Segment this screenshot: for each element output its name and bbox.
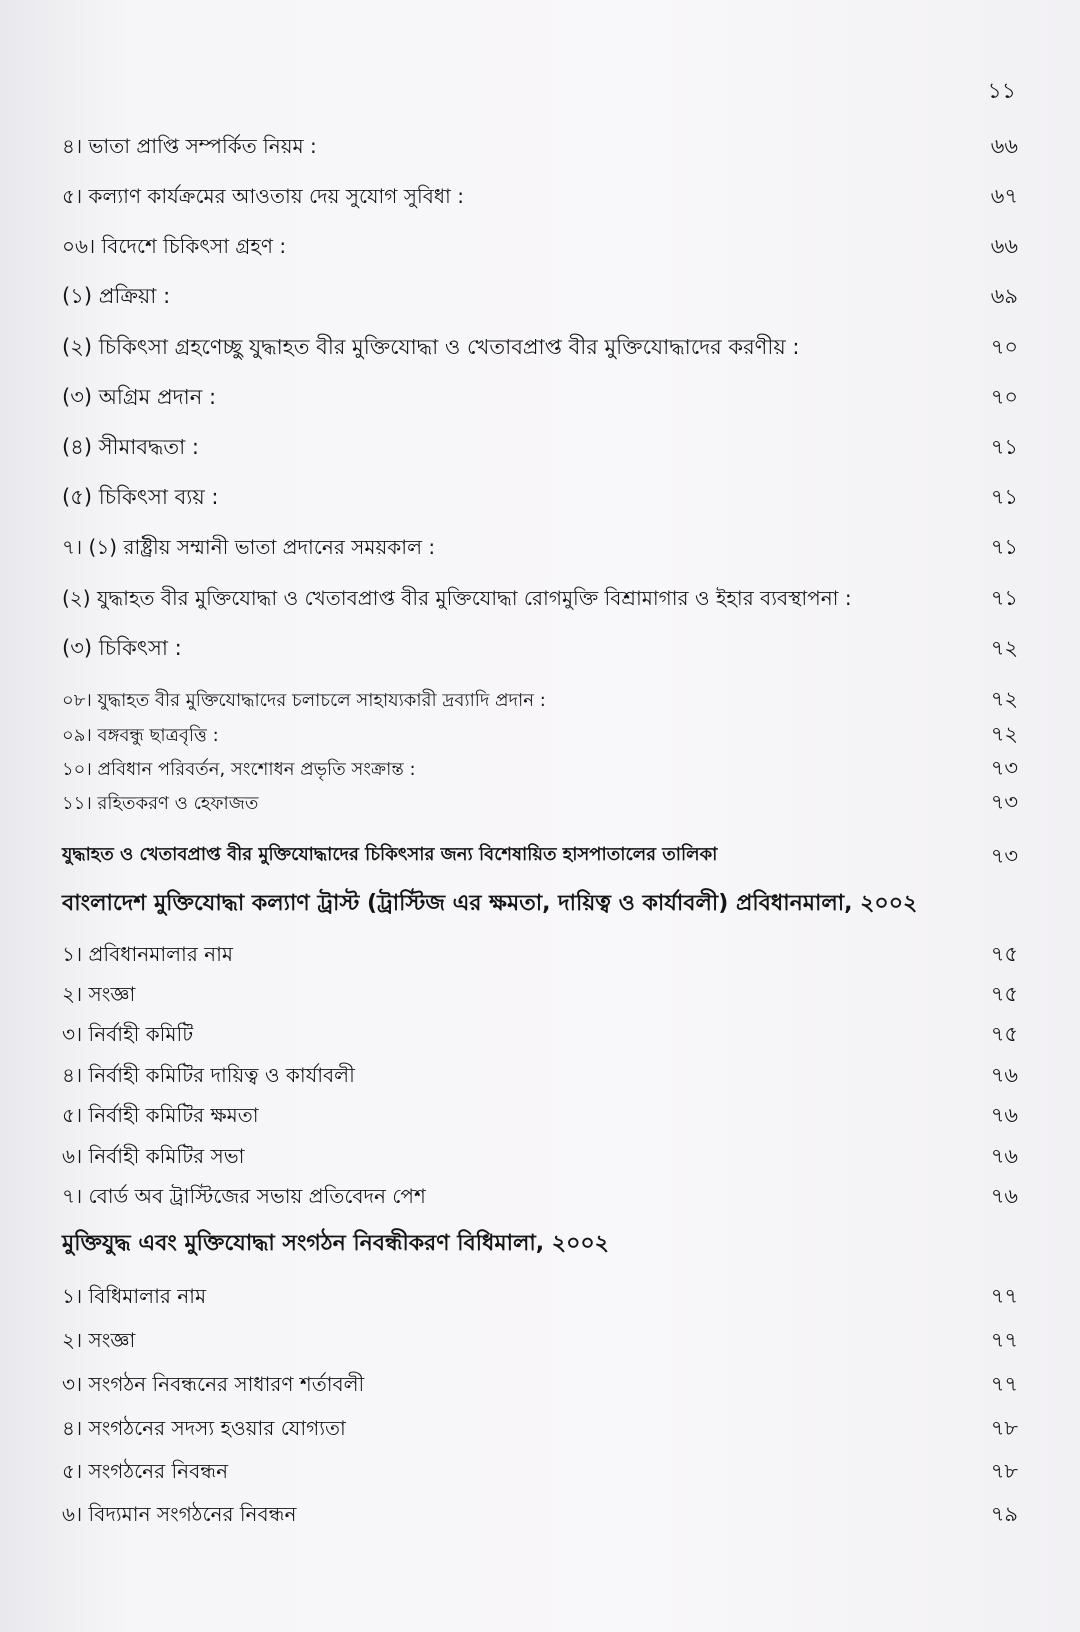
toc-entry: ৫। নির্বাহী কমিটির ক্ষমতা ৭৬ bbox=[62, 1103, 1018, 1127]
toc-entry: (১) প্রক্রিয়া : ৬৯ bbox=[62, 284, 1018, 308]
toc-entry: ৩। সংগঠন নিবন্ধনের সাধারণ শর্তাবলী ৭৭ bbox=[62, 1372, 1018, 1396]
toc-entry: (৩) চিকিৎসা : ৭২ bbox=[62, 636, 1018, 660]
toc-entry: ৬। নির্বাহী কমিটির সভা ৭৬ bbox=[62, 1144, 1018, 1168]
toc-entry: ০৬। বিদেশে চিকিৎসা গ্রহণ : ৬৬ bbox=[62, 234, 1018, 258]
section-heading-hospital-list: যুদ্ধাহত ও খেতাবপ্রাপ্ত বীর মুক্তিযোদ্ধাদের চিকিৎসার জন্য বিশেষায়িত হাসপাতালের তালিকা ৭৩ bbox=[62, 844, 1018, 868]
toc-entry: ৪। সংগঠনের সদস্য হওয়ার যোগ্যতা ৭৮ bbox=[62, 1416, 1018, 1440]
toc-entry: ৬। বিদ্যমান সংগঠনের নিবন্ধন ৭৯ bbox=[62, 1502, 1018, 1526]
toc-entry: ৪। নির্বাহী কমিটির দায়িত্ব ও কার্যাবলী ৭৬ bbox=[62, 1063, 1018, 1087]
toc-entry: ৪। ভাতা প্রাপ্তি সম্পর্কিত নিয়ম : ৬৬ bbox=[62, 134, 1018, 158]
toc-entry: (২) চিকিৎসা গ্রহণেচ্ছু যুদ্ধাহত বীর মুক্তিযোদ্ধা ও খেতাবপ্রাপ্ত বীর মুক্তিযোদ্ধাদের করণীয় : ৭০ bbox=[62, 335, 1018, 359]
toc-entry: (৪) সীমাবদ্ধতা : ৭১ bbox=[62, 435, 1018, 459]
toc-entry: ২। সংজ্ঞা ৭৫ bbox=[62, 982, 1018, 1006]
toc-entry: ৫। কল্যাণ কার্যক্রমের আওতায় দেয় সুযোগ সুবিধা : ৬৭ bbox=[62, 184, 1018, 208]
toc-entry: ৭। বোর্ড অব ট্রাস্টিজের সভায় প্রতিবেদন পেশ ৭৬ bbox=[62, 1184, 1018, 1208]
section-heading-trust-regulations: বাংলাদেশ মুক্তিযোদ্ধা কল্যাণ ট্রাস্ট (ট্রাস্টিজ এর ক্ষমতা, দায়িত্ব ও কার্যাবলী) প্রবিধানমালা, ২০০২ bbox=[62, 891, 918, 916]
toc-entry: (২) যুদ্ধাহত বীর মুক্তিযোদ্ধা ও খেতাবপ্রাপ্ত বীর মুক্তিযোদ্ধা রোগমুক্তি বিশ্রামাগার ও ইহার ব্যবস্থাপনা : ৭১ bbox=[62, 586, 1018, 610]
toc-entry: ৭। (১) রাষ্ট্রীয় সম্মানী ভাতা প্রদানের সময়কাল : ৭১ bbox=[62, 535, 1018, 559]
page-number: ১১ bbox=[987, 79, 1016, 104]
toc-entry: ০৯। বঙ্গবন্ধু ছাত্রবৃত্তি : ৭২ bbox=[62, 722, 1018, 746]
toc-entry: (৩) অগ্রিম প্রদান : ৭০ bbox=[62, 385, 1018, 409]
toc-entry: ৩। নির্বাহী কমিটি ৭৫ bbox=[62, 1022, 1018, 1046]
toc-entry: ১১। রহিতকরণ ও হেফাজত ৭৩ bbox=[62, 790, 1018, 814]
toc-entry: ০৮। যুদ্ধাহত বীর মুক্তিযোদ্ধাদের চলাচলে সাহায্যকারী দ্রব্যাদি প্রদান : ৭২ bbox=[62, 687, 1018, 711]
toc-entry: (৫) চিকিৎসা ব্যয় : ৭১ bbox=[62, 485, 1018, 509]
section-heading-organization-registration: মুক্তিযুদ্ধ এবং মুক্তিযোদ্ধা সংগঠন নিবন্ধীকরণ বিধিমালা, ২০০২ bbox=[62, 1231, 609, 1256]
toc-entry: ১। বিধিমালার নাম ৭৭ bbox=[62, 1284, 1018, 1308]
toc-entry: ১০। প্রবিধান পরিবর্তন, সংশোধন প্রভৃতি সংক্রান্ত : ৭৩ bbox=[62, 756, 1018, 780]
toc-entry: ৫। সংগঠনের নিবন্ধন ৭৮ bbox=[62, 1459, 1018, 1483]
toc-entry: ২। সংজ্ঞা ৭৭ bbox=[62, 1328, 1018, 1352]
toc-entry: ১। প্রবিধানমালার নাম ৭৫ bbox=[62, 942, 1018, 966]
